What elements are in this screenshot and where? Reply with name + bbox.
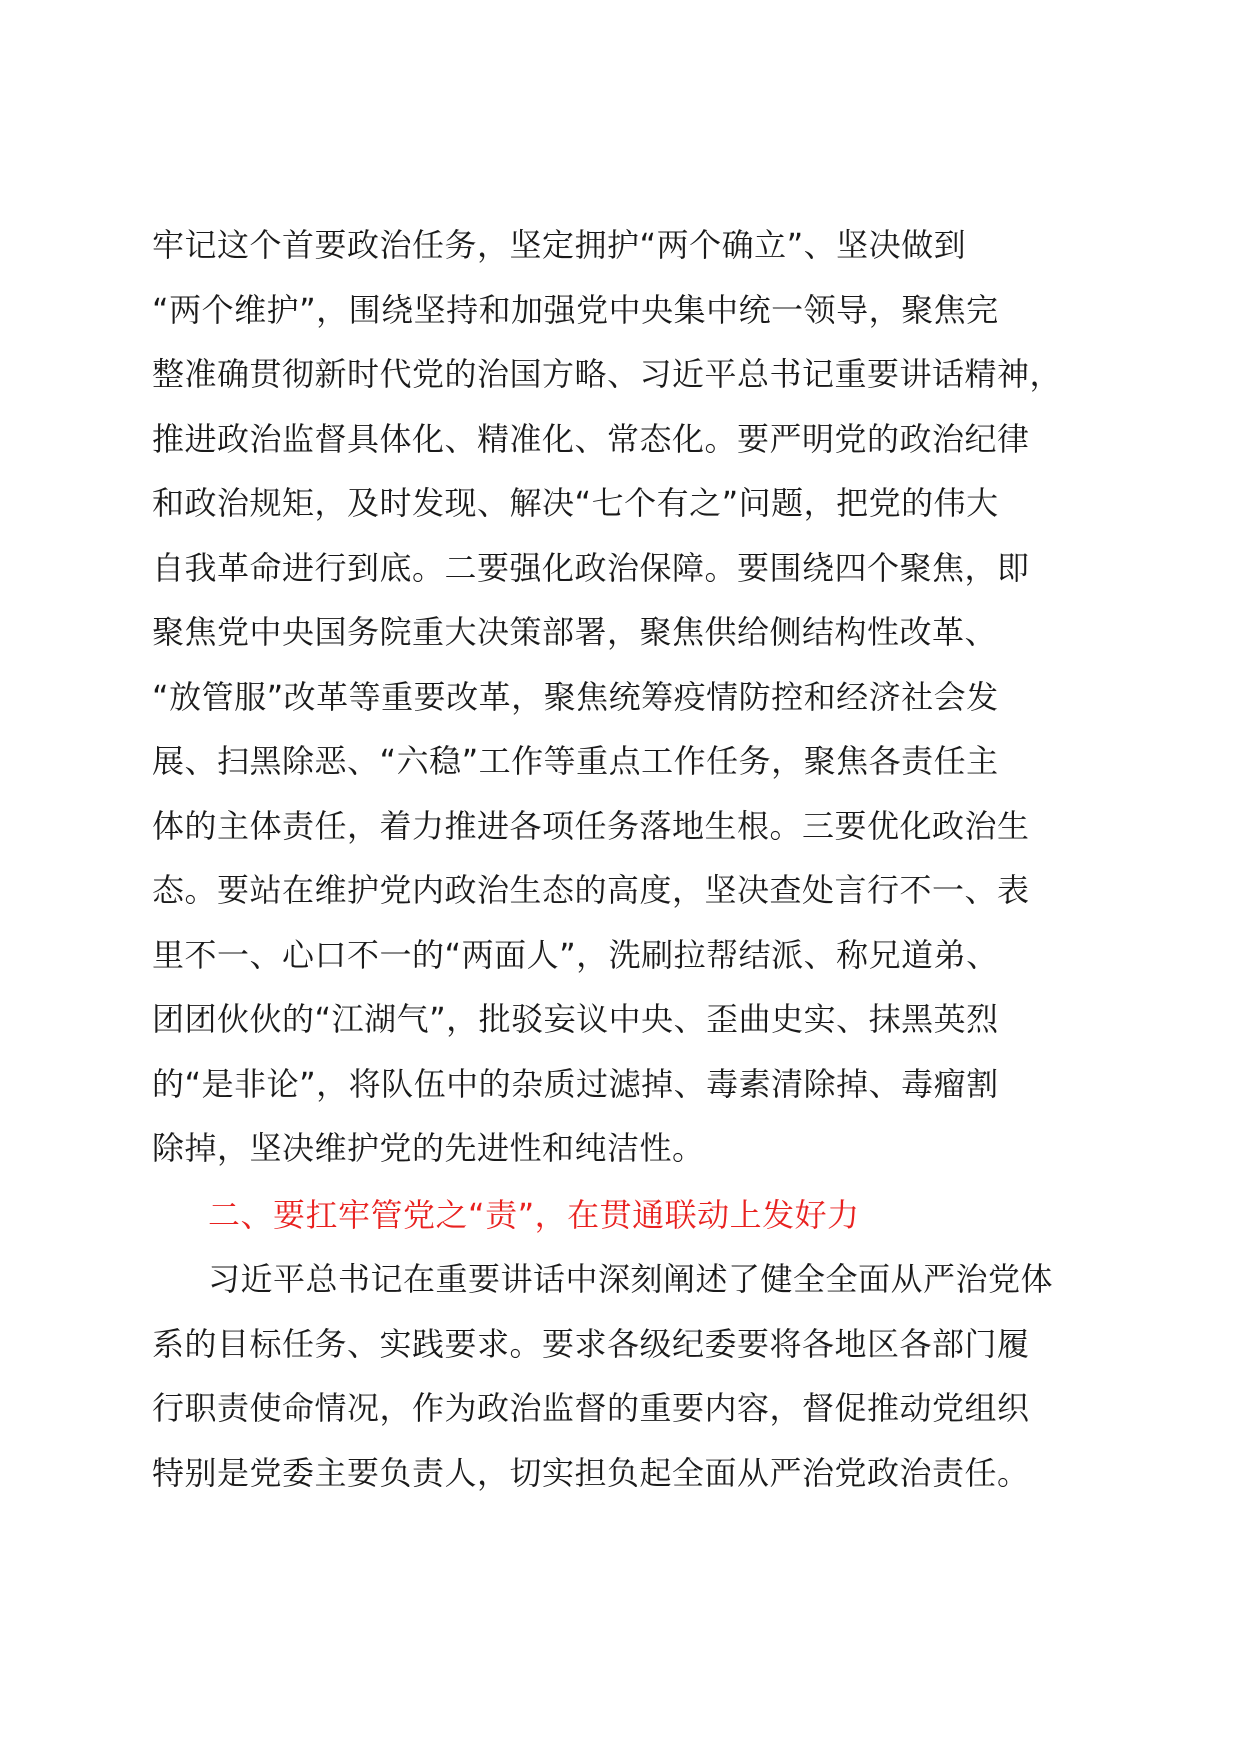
paragraph-line: “放管服”改革等重要改革，聚焦统筹疫情防控和经济社会发: [152, 677, 999, 716]
body-paragraph: [152, 1247, 1092, 1505]
paragraph-line: 除掉，坚决维护党的先进性和纯洁性。: [152, 1129, 705, 1167]
paragraph-line: “两个维护”，围绕坚持和加强党中央集中统一领导，聚焦完: [152, 290, 999, 329]
paragraph-line: 习近平总书记在重要讲话中深刻阐述了健全全面从严治党体: [208, 1260, 1054, 1298]
paragraph-line: 整准确贯彻新时代党的治国方略、习近平总书记重要讲话精神，: [152, 355, 1063, 393]
paragraph-line: 特别是党委主要负责人，切实担负起全面从严治党政治责任。: [152, 1453, 1030, 1492]
paragraph-line: 体的主体责任，着力推进各项任务落地生根。三要优化政治生: [152, 806, 1030, 845]
paragraph-line: 里不一、心口不一的“两面人”，洗刷拉帮结派、称兄道弟、: [152, 935, 999, 974]
paragraph-line: 展、扫黑除恶、“六稳”工作等重点工作任务，聚焦各责任主: [152, 742, 999, 780]
paragraph-line: 的“是非论”，将队伍中的杂质过滤掉、毒素清除掉、毒瘤割: [152, 1064, 999, 1103]
paragraph-line: 系的目标任务、实践要求。要求各级纪委要将各地区各部门履: [152, 1324, 1030, 1363]
paragraph-line: 态。要站在维护党内政治生态的高度，坚决查处言行不一、表: [152, 871, 1030, 909]
section-heading: 二、要扛牢管党之“责”，在贯通联动上发好力: [208, 1196, 860, 1234]
paragraph-line: 推进政治监督具体化、精准化、常态化。要严明党的政治纪律: [152, 419, 1030, 458]
paragraph-line: 聚焦党中央国务院重大决策部署，聚焦供给侧结构性改革、: [152, 613, 998, 651]
paragraph-line: 行职责使命情况，作为政治监督的重要内容，督促推动党组织: [152, 1389, 1030, 1427]
body-paragraph: [152, 213, 1092, 1181]
paragraph-line: 团团伙伙的“江湖气”，批驳妄议中央、歪曲史实、抹黑英烈: [152, 1000, 999, 1038]
paragraph-line: 和政治规矩，及时发现、解决“七个有之”问题，把党的伟大: [152, 484, 999, 522]
paragraph-line: 牢记这个首要政治任务，坚定拥护“两个确立”、坚决做到: [152, 226, 967, 264]
paragraph-line: 自我革命进行到底。二要强化政治保障。要围绕四个聚焦，即: [152, 548, 1030, 587]
